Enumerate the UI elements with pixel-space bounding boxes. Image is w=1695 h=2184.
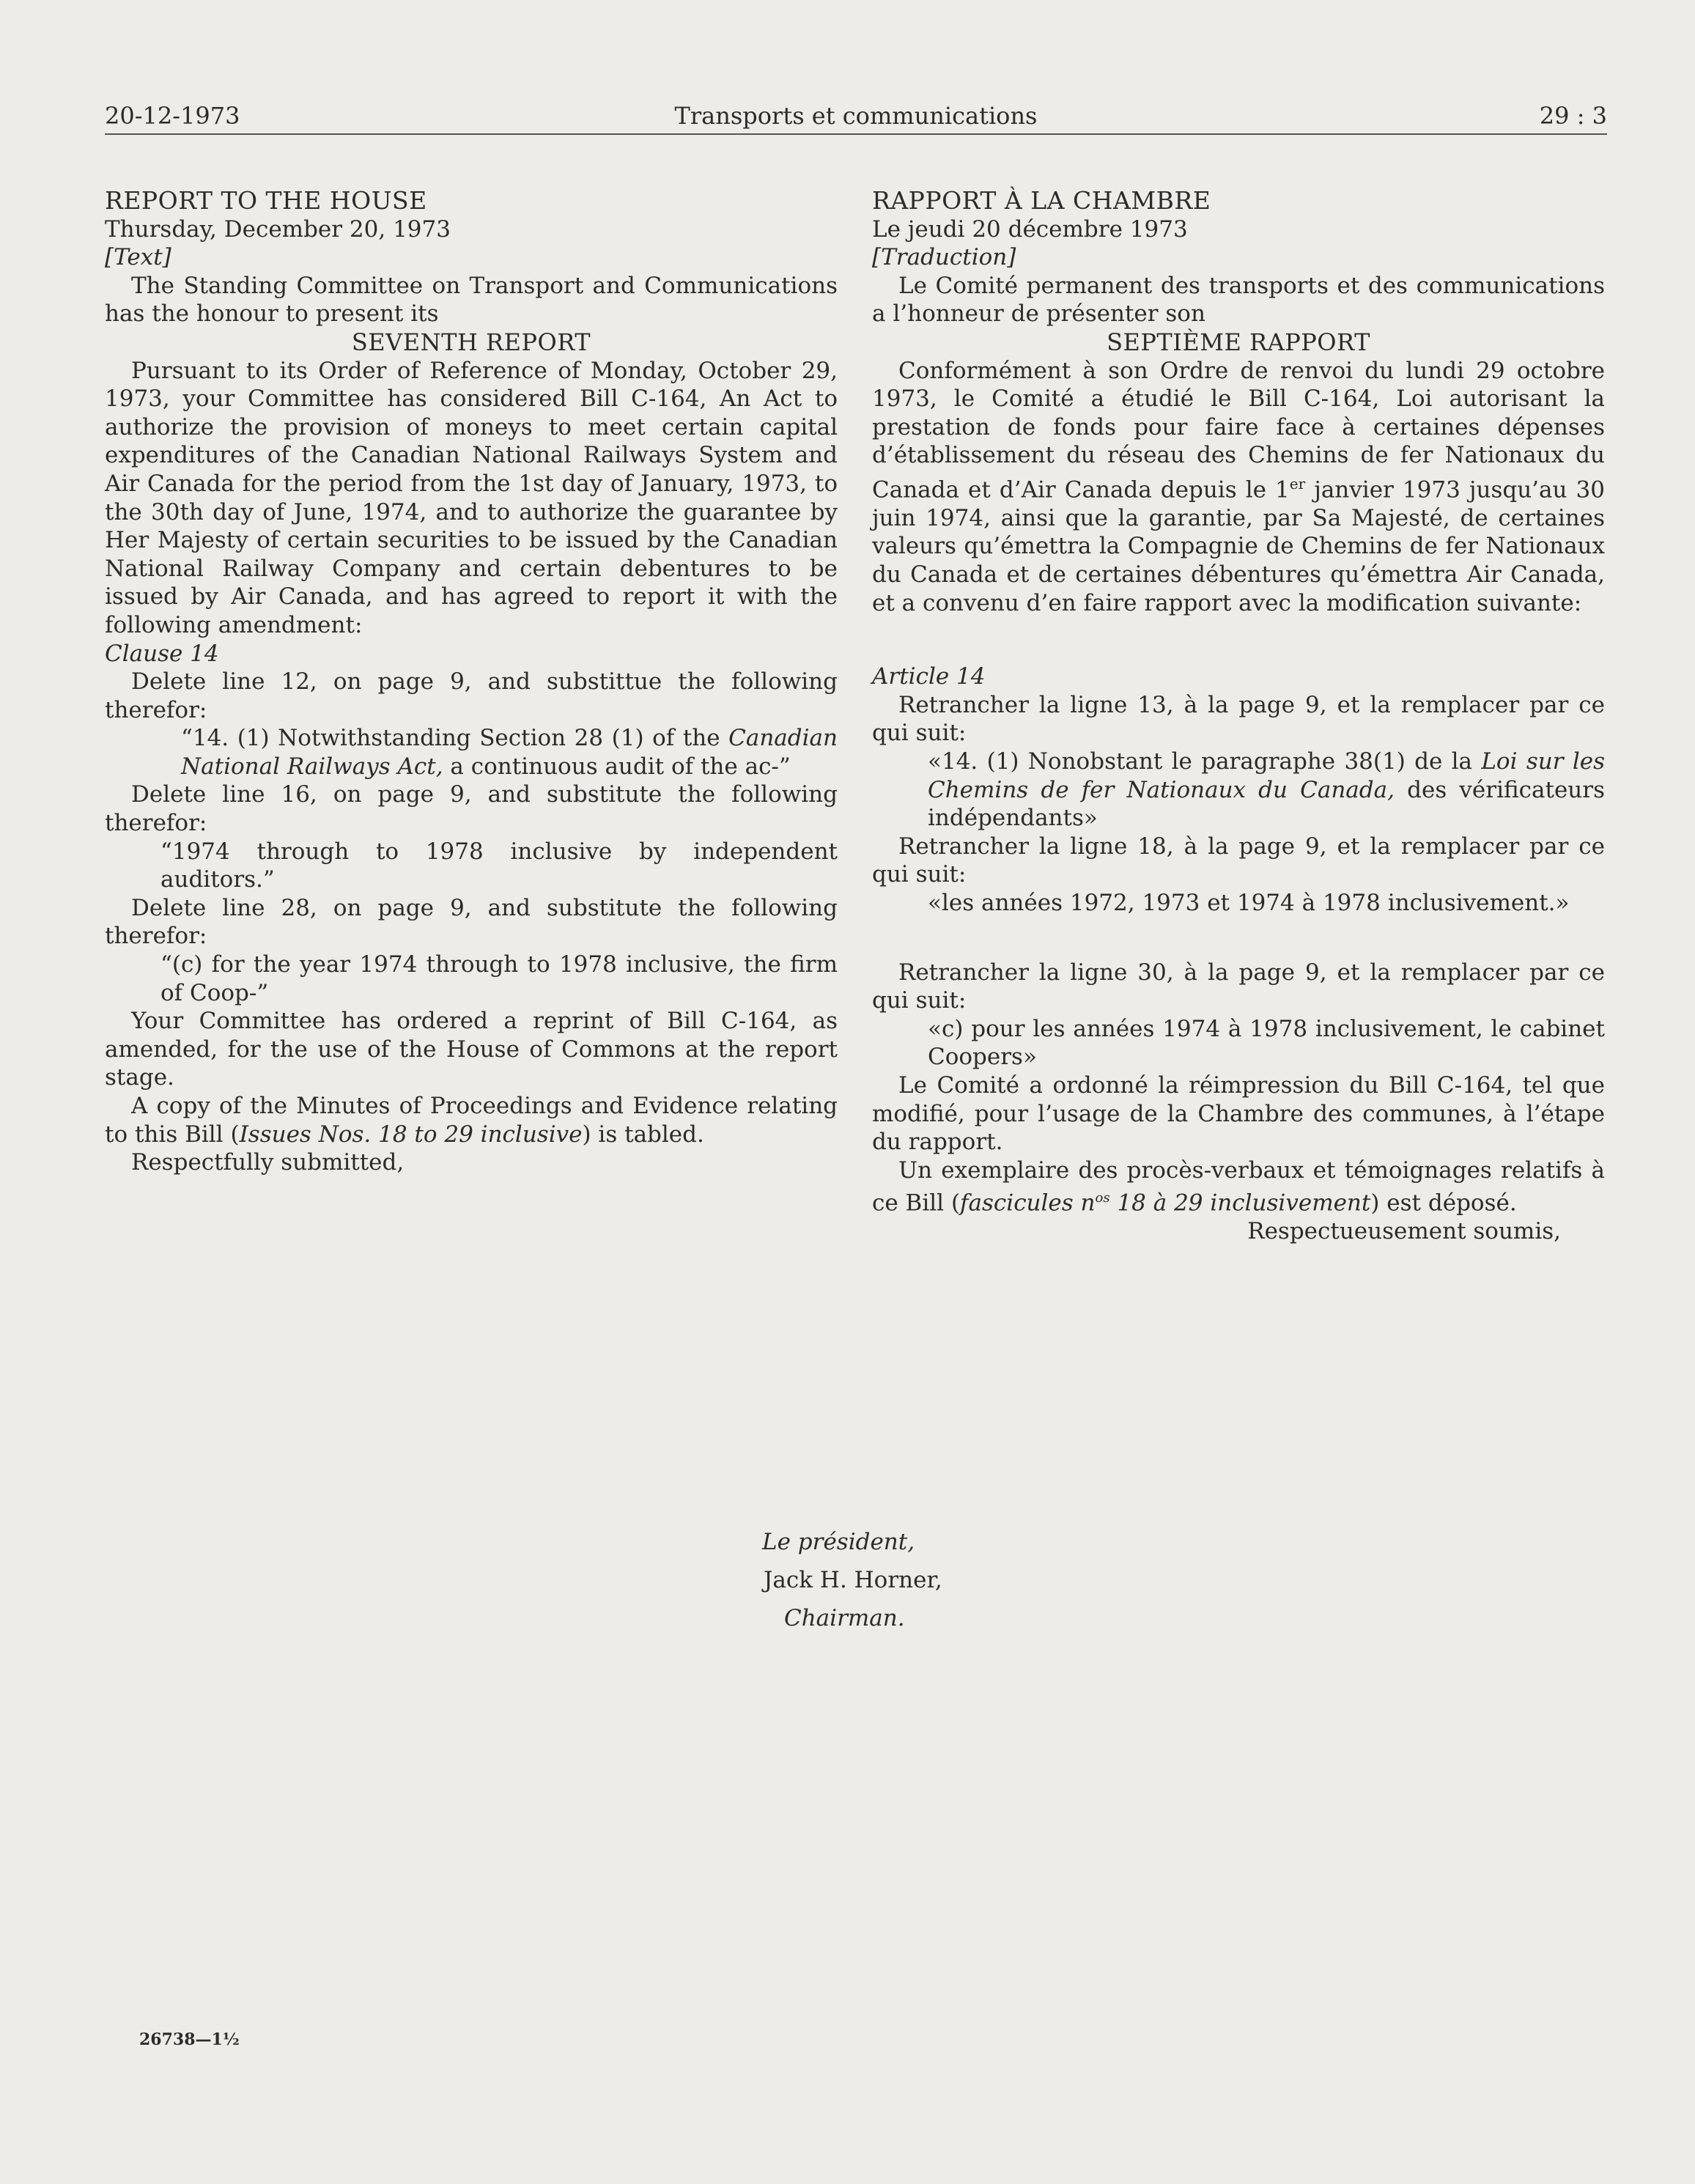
english-amendment-2: Delete line 16, on page 9, and substitute the following therefor: — [105, 781, 838, 837]
french-heading: RAPPORT À LA CHAMBRE — [872, 186, 1211, 215]
french-reprint: Le Comité a ordonné la réimpression du Bill C-164, tel que modifié, pour l’usage de la Chambre des communes, à l’étape du rapport. — [872, 1071, 1605, 1156]
signature-chairman: Chairman. — [784, 1605, 905, 1631]
header-date: 20-12-1973 — [105, 102, 240, 130]
french-amendment-1: Retrancher la ligne 13, à la page 9, et la remplacer par ce qui suit: — [872, 691, 1605, 747]
english-reprint: Your Committee has ordered a reprint of Bill C-164, as amended, for the use of the House of Commons at the report stage. — [105, 1008, 838, 1091]
header-page-number: 29 : 3 — [1539, 102, 1607, 130]
signature-block — [762, 1523, 1055, 1637]
running-header — [105, 101, 1607, 138]
french-closing: Respectueusement soumis, — [1247, 1218, 1561, 1245]
english-clause: Clause 14 — [105, 640, 219, 667]
english-heading: REPORT TO THE HOUSE — [105, 186, 427, 215]
english-column — [105, 187, 838, 1177]
signature-name: Jack H. Horner, — [764, 1567, 942, 1593]
english-quote-2: “1974 through to 1978 inclusive by independent auditors.” — [160, 838, 838, 893]
english-report-title: SEVENTH REPORT — [351, 328, 591, 356]
french-amendment-3: Retrancher la ligne 30, à la page 9, et la remplacer par ce qui suit: — [872, 959, 1605, 1014]
signature-president: Le président, — [762, 1529, 915, 1555]
footer-code: 26738—1½ — [139, 2030, 240, 2049]
french-amendment-2: Retrancher la ligne 18, à la page 9, et la remplacer par ce qui suit: — [872, 833, 1605, 888]
french-copy-tabled: Un exemplaire des procès-verbaux et témoignages relatifs à ce Bill (fascicules $n^{os}$ 18 à 29 inclusivement) est déposé. — [872, 1156, 1605, 1217]
french-text-tag: [Traduction] — [872, 244, 1016, 271]
french-quote-3: «c) pour les années 1974 à 1978 inclusivement, le cabinet Coopers» — [928, 1015, 1605, 1071]
french-quote-2: «les années 1972, 1973 et 1974 à 1978 inclusivement.» — [928, 889, 1570, 916]
french-body: Conformément à son Ordre de renvoi du lundi 29 octobre 1973, le Comité a étudié le Bill C-164, Loi autorisant la prestation de fonds pour faire face à certaines dépenses d’établissement du réseau des Chemins de fer Nationaux du Canada et d’Air Canada depuis le 1er janvier 1973 jusqu’au 30 juin 1974, ainsi que la garantie, par Sa Majesté, de certaines valeurs qu’émettra la Compagnie de Chemins de fer Nationaux du Canada et de certaines débentures qu’émettra Air Canada, et a convenu d’en faire rapport avec la modification suivante: — [872, 357, 1605, 616]
french-dateline: Le jeudi 20 décembre 1973 — [872, 215, 1188, 243]
french-column — [872, 187, 1605, 1246]
english-quote-1: “14. (1) Notwithstanding Section 28 (1) of the Canadian National Railways Act, a continuous audit of the ac-” — [181, 725, 838, 780]
english-intro: The Standing Committee on Transport and Communications has the honour to present its — [105, 272, 838, 328]
french-report-title: SEPTIÈME RAPPORT — [1107, 328, 1370, 356]
french-quote-1: «14. (1) Nonobstant le paragraphe 38(1) de la Loi sur les Chemins de fer Nationaux du Canada, des vérificateurs indépendants» — [928, 748, 1605, 832]
header-rule — [105, 133, 1607, 135]
english-amendment-1: Delete line 12, on page 9, and substittue the following therefor: — [105, 668, 838, 723]
english-text-tag: [Text] — [105, 244, 171, 271]
english-copy-tabled: A copy of the Minutes of Proceedings and Evidence relating to this Bill (Issues Nos. 18 to 29 inclusive) is tabled. — [105, 1093, 838, 1148]
english-closing: Respectfully submitted, — [131, 1149, 405, 1176]
french-clause: Article 14 — [872, 663, 986, 690]
english-quote-3: “(c) for the year 1974 through to 1978 inclusive, the firm of Coop-” — [160, 951, 838, 1006]
header-title: Transports et communications — [674, 102, 1038, 130]
french-intro: Le Comité permanent des transports et des communications a l’honneur de présenter son — [872, 272, 1605, 328]
english-amendment-3: Delete line 28, on page 9, and substitute the following therefor: — [105, 894, 838, 950]
english-dateline: Thursday, December 20, 1973 — [105, 215, 451, 243]
english-body: Pursuant to its Order of Reference of Monday, October 29, 1973, your Committee has considered Bill C-164, An Act to authorize the provision of moneys to meet certain capital expenditures of the Canadian National Railways System and Air Canada for the period from the 1st day of January, 1973, to the 30th day of June, 1974, and to authorize the guarantee by Her Majesty of certain securities to be issued by the Canadian National Railway Company and certain debentures to be issued by Air Canada, and has agreed to report it with the following amendment: — [105, 357, 838, 638]
